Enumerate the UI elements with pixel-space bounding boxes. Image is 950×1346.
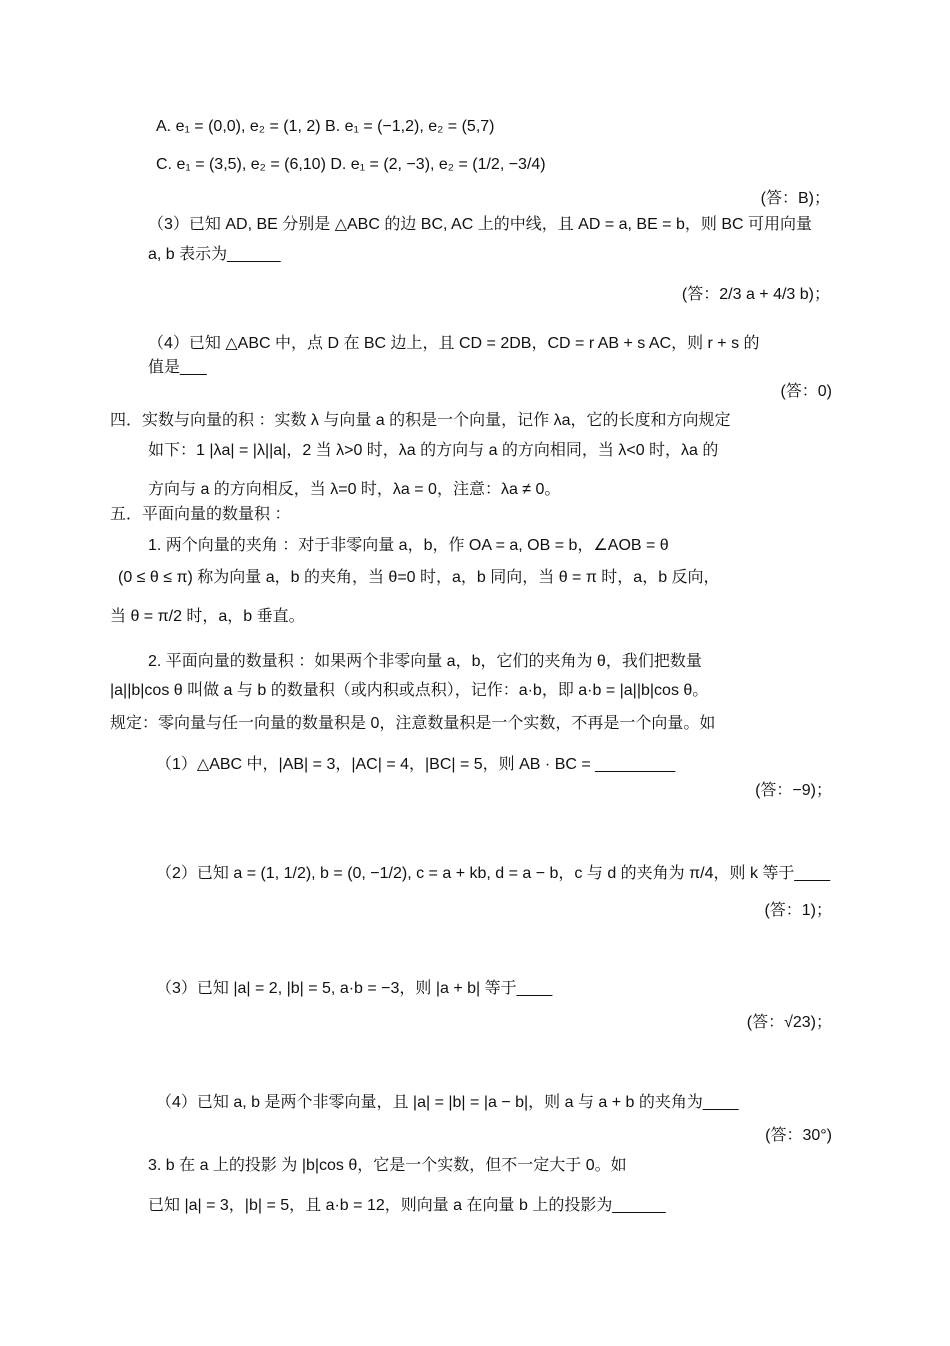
- dot-product-definition-line: 规定：零向量与任一向量的数量积是 0，注意数量积是一个实数，不再是一个向量。如: [110, 715, 716, 732]
- answer-line: (答：√23)；: [746, 1014, 832, 1031]
- section-4-body-line: 如下：1 |λa| = |λ||a|，2 当 λ>0 时，λa 的方向与 a 的方向相同，当 λ<0 时，λa 的: [148, 442, 719, 459]
- answer-line: (答：1)；: [764, 902, 832, 919]
- example-1-line: （1）△ABC 中，|AB| = 3，|AC| = 4，|BC| = 5，则 AB · BC = _________: [156, 756, 676, 773]
- question-4-line: （4）已知 △ABC 中，点 D 在 BC 边上，且 CD = 2DB，CD = r AB + s AC，则 r + s 的: [148, 335, 760, 352]
- answer-line: (答：2/3 a + 4/3 b)；: [681, 286, 830, 303]
- answer-line: (答：30°): [765, 1127, 832, 1144]
- answer-line: (答：0): [780, 383, 832, 400]
- section-4-body-line: 方向与 a 的方向相反，当 λ=0 时，λa = 0，注意：λa ≠ 0。: [148, 481, 561, 498]
- question-3-line: （3）已知 AD, BE 分别是 △ABC 的边 BC, AC 上的中线，且 AD = a, BE = b，则 BC 可用向量: [148, 216, 812, 233]
- option-line-ab: A. e₁ = (0,0), e₂ = (1, 2) B. e₁ = (−1,2), e₂ = (5,7): [156, 118, 495, 135]
- question-3-blank-line: a, b 表示为______: [148, 246, 281, 263]
- dot-product-definition-line: 2. 平面向量的数量积 ：如果两个非零向量 a，b，它们的夹角为 θ，我们把数量: [148, 653, 702, 670]
- example-4-line: （4）已知 a, b 是两个非零向量，且 |a| = |b| = |a − b|，则 a 与 a + b 的夹角为____: [156, 1094, 739, 1111]
- projection-example-line: 已知 |a| = 3，|b| = 5，且 a·b = 12，则向量 a 在向量 b 上的投影为______: [148, 1197, 666, 1214]
- projection-line: 3. b 在 a 上的投影 为 |b|cos θ，它是一个实数，但不一定大于 0。如: [148, 1157, 627, 1174]
- angle-definition-line: (0 ≤ θ ≤ π) 称为向量 a，b 的夹角，当 θ=0 时，a，b 同向，当 θ = π 时，a，b 反向，: [118, 569, 720, 586]
- section-4-heading: 四．实数与向量的积 ：实数 λ 与向量 a 的积是一个向量，记作 λa，它的长度和方向规定: [110, 412, 731, 429]
- question-4-blank-line: 值是___: [148, 359, 207, 376]
- angle-definition-line: 1. 两个向量的夹角 ：对于非零向量 a，b，作 OA = a, OB = b，∠AOB = θ: [148, 537, 669, 554]
- example-2-line: （2）已知 a = (1, 1/2), b = (0, −1/2), c = a + kb, d = a − b，c 与 d 的夹角为 π/4，则 k 等于____: [156, 865, 830, 882]
- option-line-cd: C. e₁ = (3,5), e₂ = (6,10) D. e₁ = (2, −3), e₂ = (1/2, −3/4): [156, 156, 546, 173]
- example-3-line: （3）已知 |a| = 2, |b| = 5, a·b = −3，则 |a + b| 等于____: [156, 980, 553, 997]
- answer-line: (答：−9)；: [755, 782, 832, 799]
- dot-product-definition-line: |a||b|cos θ 叫做 a 与 b 的数量积（或内积或点积），记作：a·b，即 a·b = |a||b|cos θ。: [110, 682, 709, 699]
- section-5-heading: 五．平面向量的数量积 ：: [110, 506, 291, 523]
- answer-line: (答：B)；: [760, 190, 830, 207]
- angle-definition-line: 当 θ = π/2 时，a，b 垂直。: [110, 608, 305, 625]
